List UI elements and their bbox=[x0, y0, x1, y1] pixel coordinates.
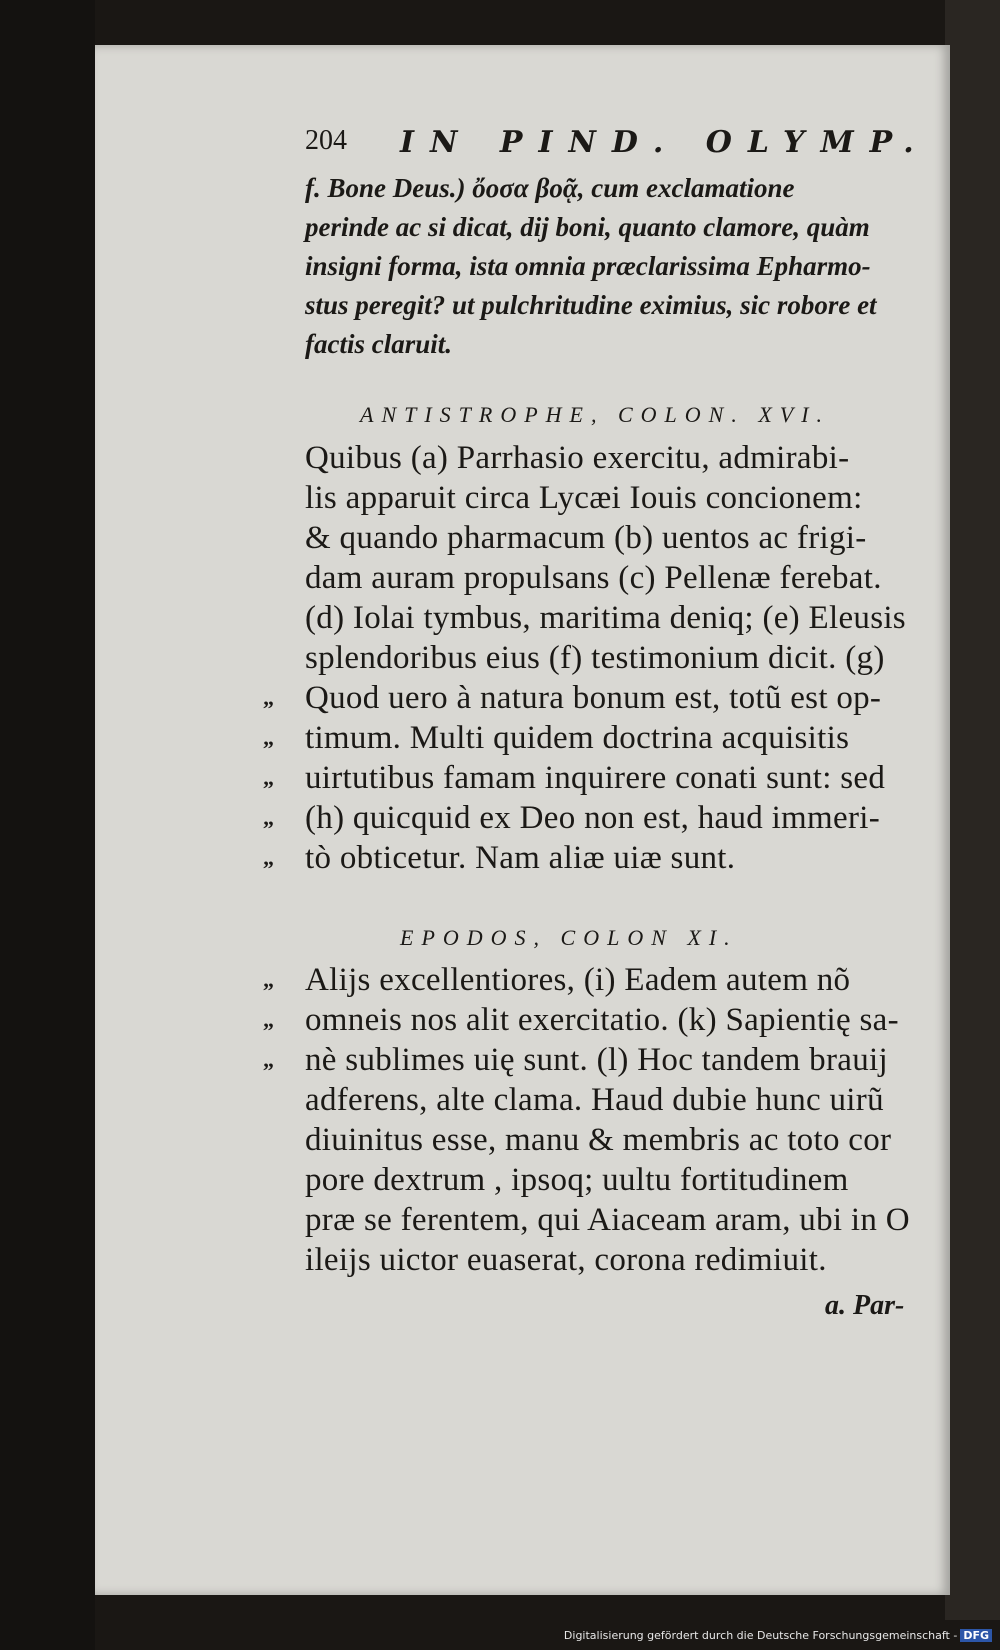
quotation-mark: „ bbox=[263, 725, 274, 750]
note-line: perinde ac si dicat, dij boni, quanto clamore, quàm bbox=[305, 212, 870, 242]
credit-text: Digitalisierung gefördert durch die Deutsche Forschungsgemeinschaft - bbox=[563, 1629, 958, 1642]
text-line: diuinitus esse, manu & membris ac toto cor bbox=[305, 1122, 892, 1158]
digitization-credit bbox=[564, 1629, 992, 1642]
page-number: 204 bbox=[305, 125, 347, 156]
text-line: uirtutibus famam inquirere conati sunt: sed bbox=[305, 760, 886, 796]
quotation-mark: „ bbox=[263, 765, 274, 790]
text-line: & quando pharmacum (b) uentos ac frigi- bbox=[305, 520, 867, 556]
quotation-mark: „ bbox=[263, 845, 274, 870]
text-line: præ se ferentem, qui Aiaceam aram, ubi in O bbox=[305, 1202, 910, 1238]
text-line: omneis nos alit exercitatio. (k) Sapientię sa- bbox=[305, 1002, 899, 1038]
text-line: pore dextrum , ipsoq; uultu fortitudinem bbox=[305, 1162, 849, 1198]
book-edge bbox=[945, 0, 1000, 1620]
quotation-mark: „ bbox=[263, 685, 274, 710]
text-line: Quod uero à natura bonum est, totũ est op- bbox=[305, 680, 882, 716]
dfg-logo: DFG bbox=[960, 1629, 992, 1642]
text-line: Alijs excellentiores, (i) Eadem autem nõ bbox=[305, 962, 851, 998]
text-line: timum. Multi quidem doctrina acquisitis bbox=[305, 720, 850, 756]
text-line: splendoribus eius (f) testimonium dicit. (g) bbox=[305, 640, 885, 676]
quotation-mark: „ bbox=[263, 1047, 274, 1072]
scan-background-left bbox=[0, 0, 95, 1650]
note-line: stus peregit? ut pulchritudine eximius, sic robore et bbox=[305, 290, 877, 320]
quotation-mark: „ bbox=[263, 1007, 274, 1032]
quotation-mark: „ bbox=[263, 967, 274, 992]
text-line: lis apparuit circa Lycæi Iouis concionem: bbox=[305, 480, 863, 516]
catchword: a. Par- bbox=[825, 1290, 905, 1321]
section-title-epodos: EPODOS, COLON XI. bbox=[400, 925, 738, 950]
page-header bbox=[305, 125, 945, 165]
text-line: (h) quicquid ex Deo non est, haud immeri- bbox=[305, 800, 880, 836]
text-line: dam auram propulsans (c) Pellenæ ferebat. bbox=[305, 560, 882, 596]
text-line: (d) Iolai tymbus, maritima deniq; (e) Eleusis bbox=[305, 600, 906, 636]
note-line: factis claruit. bbox=[305, 329, 452, 359]
text-line: Quibus (a) Parrhasio exercitu, admirabi- bbox=[305, 440, 850, 476]
quotation-mark: „ bbox=[263, 805, 274, 830]
text-line: nè sublimes uię sunt. (l) Hoc tandem brauij bbox=[305, 1042, 888, 1078]
note-line: insigni forma, ista omnia præclarissima Epharmo- bbox=[305, 251, 871, 281]
book-page bbox=[95, 45, 950, 1595]
text-line: tò obticetur. Nam aliæ uiæ sunt. bbox=[305, 840, 736, 876]
text-line: adferens, alte clama. Haud dubie hunc uirũ bbox=[305, 1082, 884, 1118]
running-title: IN PIND. OLYMP. bbox=[400, 125, 930, 160]
text-line: ileijs uictor euaserat, corona redimiuit. bbox=[305, 1242, 827, 1278]
note-line: f. Bone Deus.) ὄοσα βοᾷ, cum exclamatione bbox=[305, 173, 795, 203]
section-title-antistrophe: ANTISTROPHE, COLON. XVI. bbox=[360, 402, 831, 427]
